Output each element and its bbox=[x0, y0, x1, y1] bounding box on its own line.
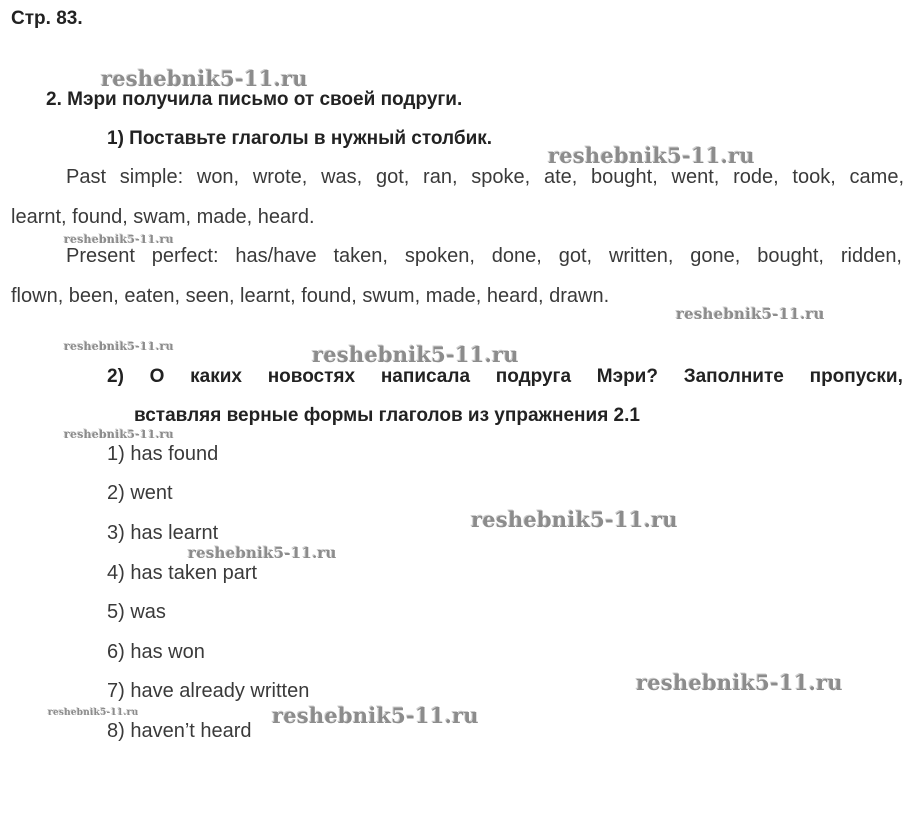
part2-heading-line-2: вставляя верные формы глаголов из упражнения 2.1 bbox=[134, 405, 640, 426]
heading-word: Заполните bbox=[683, 366, 784, 387]
heading-word: Мэри? bbox=[596, 366, 658, 387]
part2-heading-line-1 bbox=[107, 366, 903, 388]
answer-item: 6) has won bbox=[107, 641, 205, 663]
answer-item: 2) went bbox=[107, 482, 173, 504]
answer-item: 3) has learnt bbox=[107, 522, 219, 544]
watermark: reshebnik5-11.ru bbox=[64, 233, 174, 246]
heading-word: подруга bbox=[495, 366, 572, 387]
answer-item: 5) was bbox=[107, 601, 166, 623]
watermark: reshebnik5-11.ru bbox=[636, 670, 843, 695]
answer-item: 8) haven’t heard bbox=[107, 720, 252, 742]
past-simple-line-1: Past simple: won, wrote, was, got, ran, spoke, ate, bought, went, rode, took, came, bbox=[66, 166, 904, 188]
watermark: reshebnik5-11.ru bbox=[548, 143, 755, 168]
past-simple-line-2: learnt, found, swam, made, heard. bbox=[11, 206, 315, 228]
present-perfect-line-1: Present perfect: has/have taken, spoken, done, got, written, gone, bought, ridden, bbox=[66, 245, 902, 267]
watermark: reshebnik5-11.ru bbox=[272, 703, 479, 728]
task-title: 2. Мэри получила письмо от своей подруги. bbox=[46, 89, 463, 110]
heading-word: написала bbox=[380, 366, 471, 387]
watermark: reshebnik5-11.ru bbox=[64, 428, 174, 441]
watermark: reshebnik5-11.ru bbox=[676, 305, 825, 323]
heading-word: пропуски, bbox=[809, 366, 903, 387]
present-perfect-line-2: flown, been, eaten, seen, learnt, found, swum, made, heard, drawn. bbox=[11, 285, 610, 307]
watermark: reshebnik5-11.ru bbox=[471, 507, 678, 532]
watermark: reshebnik5-11.ru bbox=[64, 340, 174, 353]
part1-heading: 1) Поставьте глаголы в нужный столбик. bbox=[107, 128, 493, 149]
watermark: reshebnik5-11.ru bbox=[48, 708, 139, 718]
watermark: reshebnik5-11.ru bbox=[101, 66, 308, 91]
heading-word: новостях bbox=[267, 366, 356, 387]
heading-word: О bbox=[149, 366, 165, 387]
page-number: Стр. 83. bbox=[11, 8, 83, 29]
answer-item: 1) has found bbox=[107, 443, 219, 465]
heading-word: каких bbox=[190, 366, 242, 387]
answer-item: 4) has taken part bbox=[107, 562, 258, 584]
watermark: reshebnik5-11.ru bbox=[188, 544, 337, 562]
answer-item: 7) have already written bbox=[107, 680, 310, 702]
watermark: reshebnik5-11.ru bbox=[312, 342, 519, 367]
heading-word: 2) bbox=[107, 366, 124, 387]
